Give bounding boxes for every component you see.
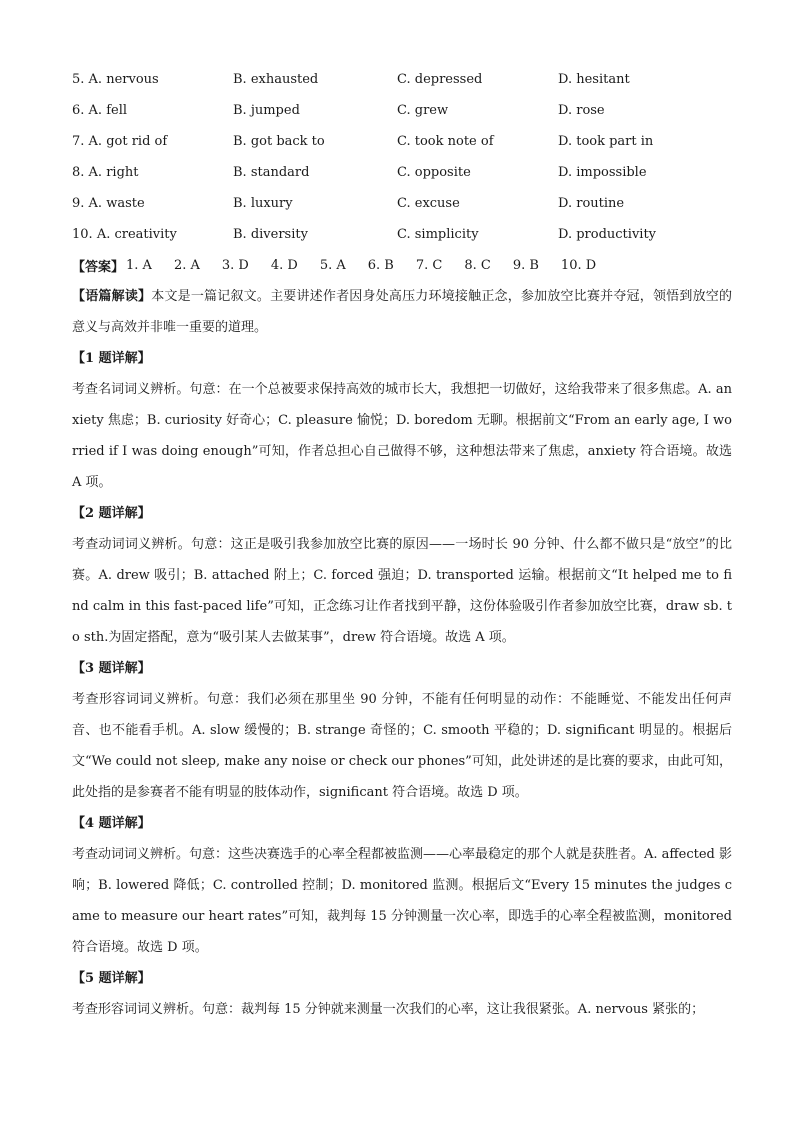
options-table [72, 64, 732, 250]
option-a: 5. A. nervous [72, 72, 159, 87]
option-b: B. standard [233, 165, 310, 180]
option-a: 9. A. waste [72, 196, 145, 211]
option-b: B. jumped [233, 103, 300, 118]
option-row-5 [72, 64, 732, 95]
option-b: B. diversity [233, 227, 308, 242]
option-b: B. luxury [233, 196, 293, 211]
option-b: B. exhausted [233, 72, 319, 87]
answer-item: 10. D [560, 258, 597, 273]
option-d: D. routine [558, 196, 625, 211]
option-row-7 [72, 126, 732, 157]
option-d: D. took part in [558, 134, 654, 149]
answer-item: 6. B [367, 258, 394, 273]
option-a: 6. A. fell [72, 103, 128, 118]
detail-heading-5: 【5 题详解】 [72, 971, 151, 986]
answer-item: 8. C [464, 258, 491, 273]
option-d: D. productivity [558, 227, 657, 242]
option-a: 8. A. right [72, 165, 139, 180]
detail-text-1: 考查名词词义辨析。句意：在一个总被要求保持高效的城市长大，我想把一切做好，这给我带来了很多焦虑。A. anxiety 焦虑；B. curiosity 好奇心；C. pleasure 愉悦；D. boredom 无聊。根据前文“From an early age, I worried if I was doing enough”可知，作者总担心自己做得不够，这种想法带来了焦虑，anxiety 符合语境。故选 A 项。 [72, 382, 732, 490]
detail-text-5: 考查形容词词义辨析。句意：裁判每 15 分钟就来测量一次我们的心率，这让我很紧张。A. nervous 紧张的； [72, 1002, 705, 1017]
option-c: C. excuse [397, 196, 460, 211]
option-d: D. hesitant [558, 72, 630, 87]
answer-item: 7. C [415, 258, 443, 273]
option-a: 7. A. got rid of [72, 134, 168, 149]
reading-text: 本文是一篇记叙文。主要讲述作者因身处高压力环境接触正念，参加放空比赛并夺冠，领悟到放空的意义与高效并非唯一重要的道理。 [72, 289, 732, 335]
document-page [72, 64, 732, 1025]
passage-reading [72, 281, 732, 343]
detail-text-4: 考查动词词义辨析。句意：这些决赛选手的心率全程都被监测——心率最稳定的那个人就是获胜者。A. affected 影响；B. lowered 降低；C. controlled 控制；D. monitored 监测。根据后文“Every 15 minutes the judges came to measure our heart rates”可知，裁判每 15 分钟测量一次心率，即选手的心率全程被监测，monitored 符合语境。故选 D 项。 [72, 847, 732, 955]
detail-text-3: 考查形容词词义辨析。句意：我们必须在那里坐 90 分钟，不能有任何明显的动作：不能睡觉、不能发出任何声音、也不能看手机。A. slow 缓慢的；B. strange 奇怪的；C. smooth 平稳的；D. significant 明显的。根据后文“We could not sleep, make any noise or check our phones”可知，此处讲述的是比赛的要求，由此可知，此处指的是参赛者不能有明显的肢体动作，significant 符合语境。故选 D 项。 [72, 692, 732, 800]
answer-key [72, 250, 732, 281]
detail-heading-1: 【1 题详解】 [72, 351, 151, 366]
detail-text-2: 考查动词词义辨析。句意：这正是吸引我参加放空比赛的原因——一场时长 90 分钟、什么都不做只是“放空”的比赛。A. drew 吸引；B. attached 附上；C. forced 强迫；D. transported 运输。根据前文“It helped me to find calm in this fast-paced life”可知，正念练习让作者找到平静，这份体验吸引作者参加放空比赛，draw sb. to sth.为固定搭配，意为“吸引某人去做某事”，drew 符合语境。故选 A 项。 [72, 537, 732, 645]
option-c: C. depressed [397, 72, 483, 87]
answer-item: 9. B [512, 258, 539, 273]
answer-label: 【答案】 [72, 260, 125, 275]
option-row-6 [72, 95, 732, 126]
detail-heading-3: 【3 题详解】 [72, 661, 151, 676]
detail-heading-4: 【4 题详解】 [72, 816, 151, 831]
answer-item: 1. A [126, 258, 152, 273]
answer-item: 5. A [319, 258, 346, 273]
detail-heading-2: 【2 题详解】 [72, 506, 151, 521]
option-c: C. simplicity [397, 227, 479, 242]
option-row-10 [72, 219, 732, 250]
answer-item: 4. D [270, 258, 298, 273]
option-b: B. got back to [233, 134, 325, 149]
answer-item: 3. D [221, 258, 249, 273]
option-c: C. grew [397, 103, 449, 118]
option-a: 10. A. creativity [72, 227, 177, 242]
option-d: D. impossible [558, 165, 647, 180]
option-row-8 [72, 157, 732, 188]
option-d: D. rose [558, 103, 605, 118]
option-row-9 [72, 188, 732, 219]
option-c: C. took note of [397, 134, 494, 149]
reading-label: 【语篇解读】 [72, 289, 152, 304]
answer-item: 2. A [173, 258, 200, 273]
option-c: C. opposite [397, 165, 471, 180]
